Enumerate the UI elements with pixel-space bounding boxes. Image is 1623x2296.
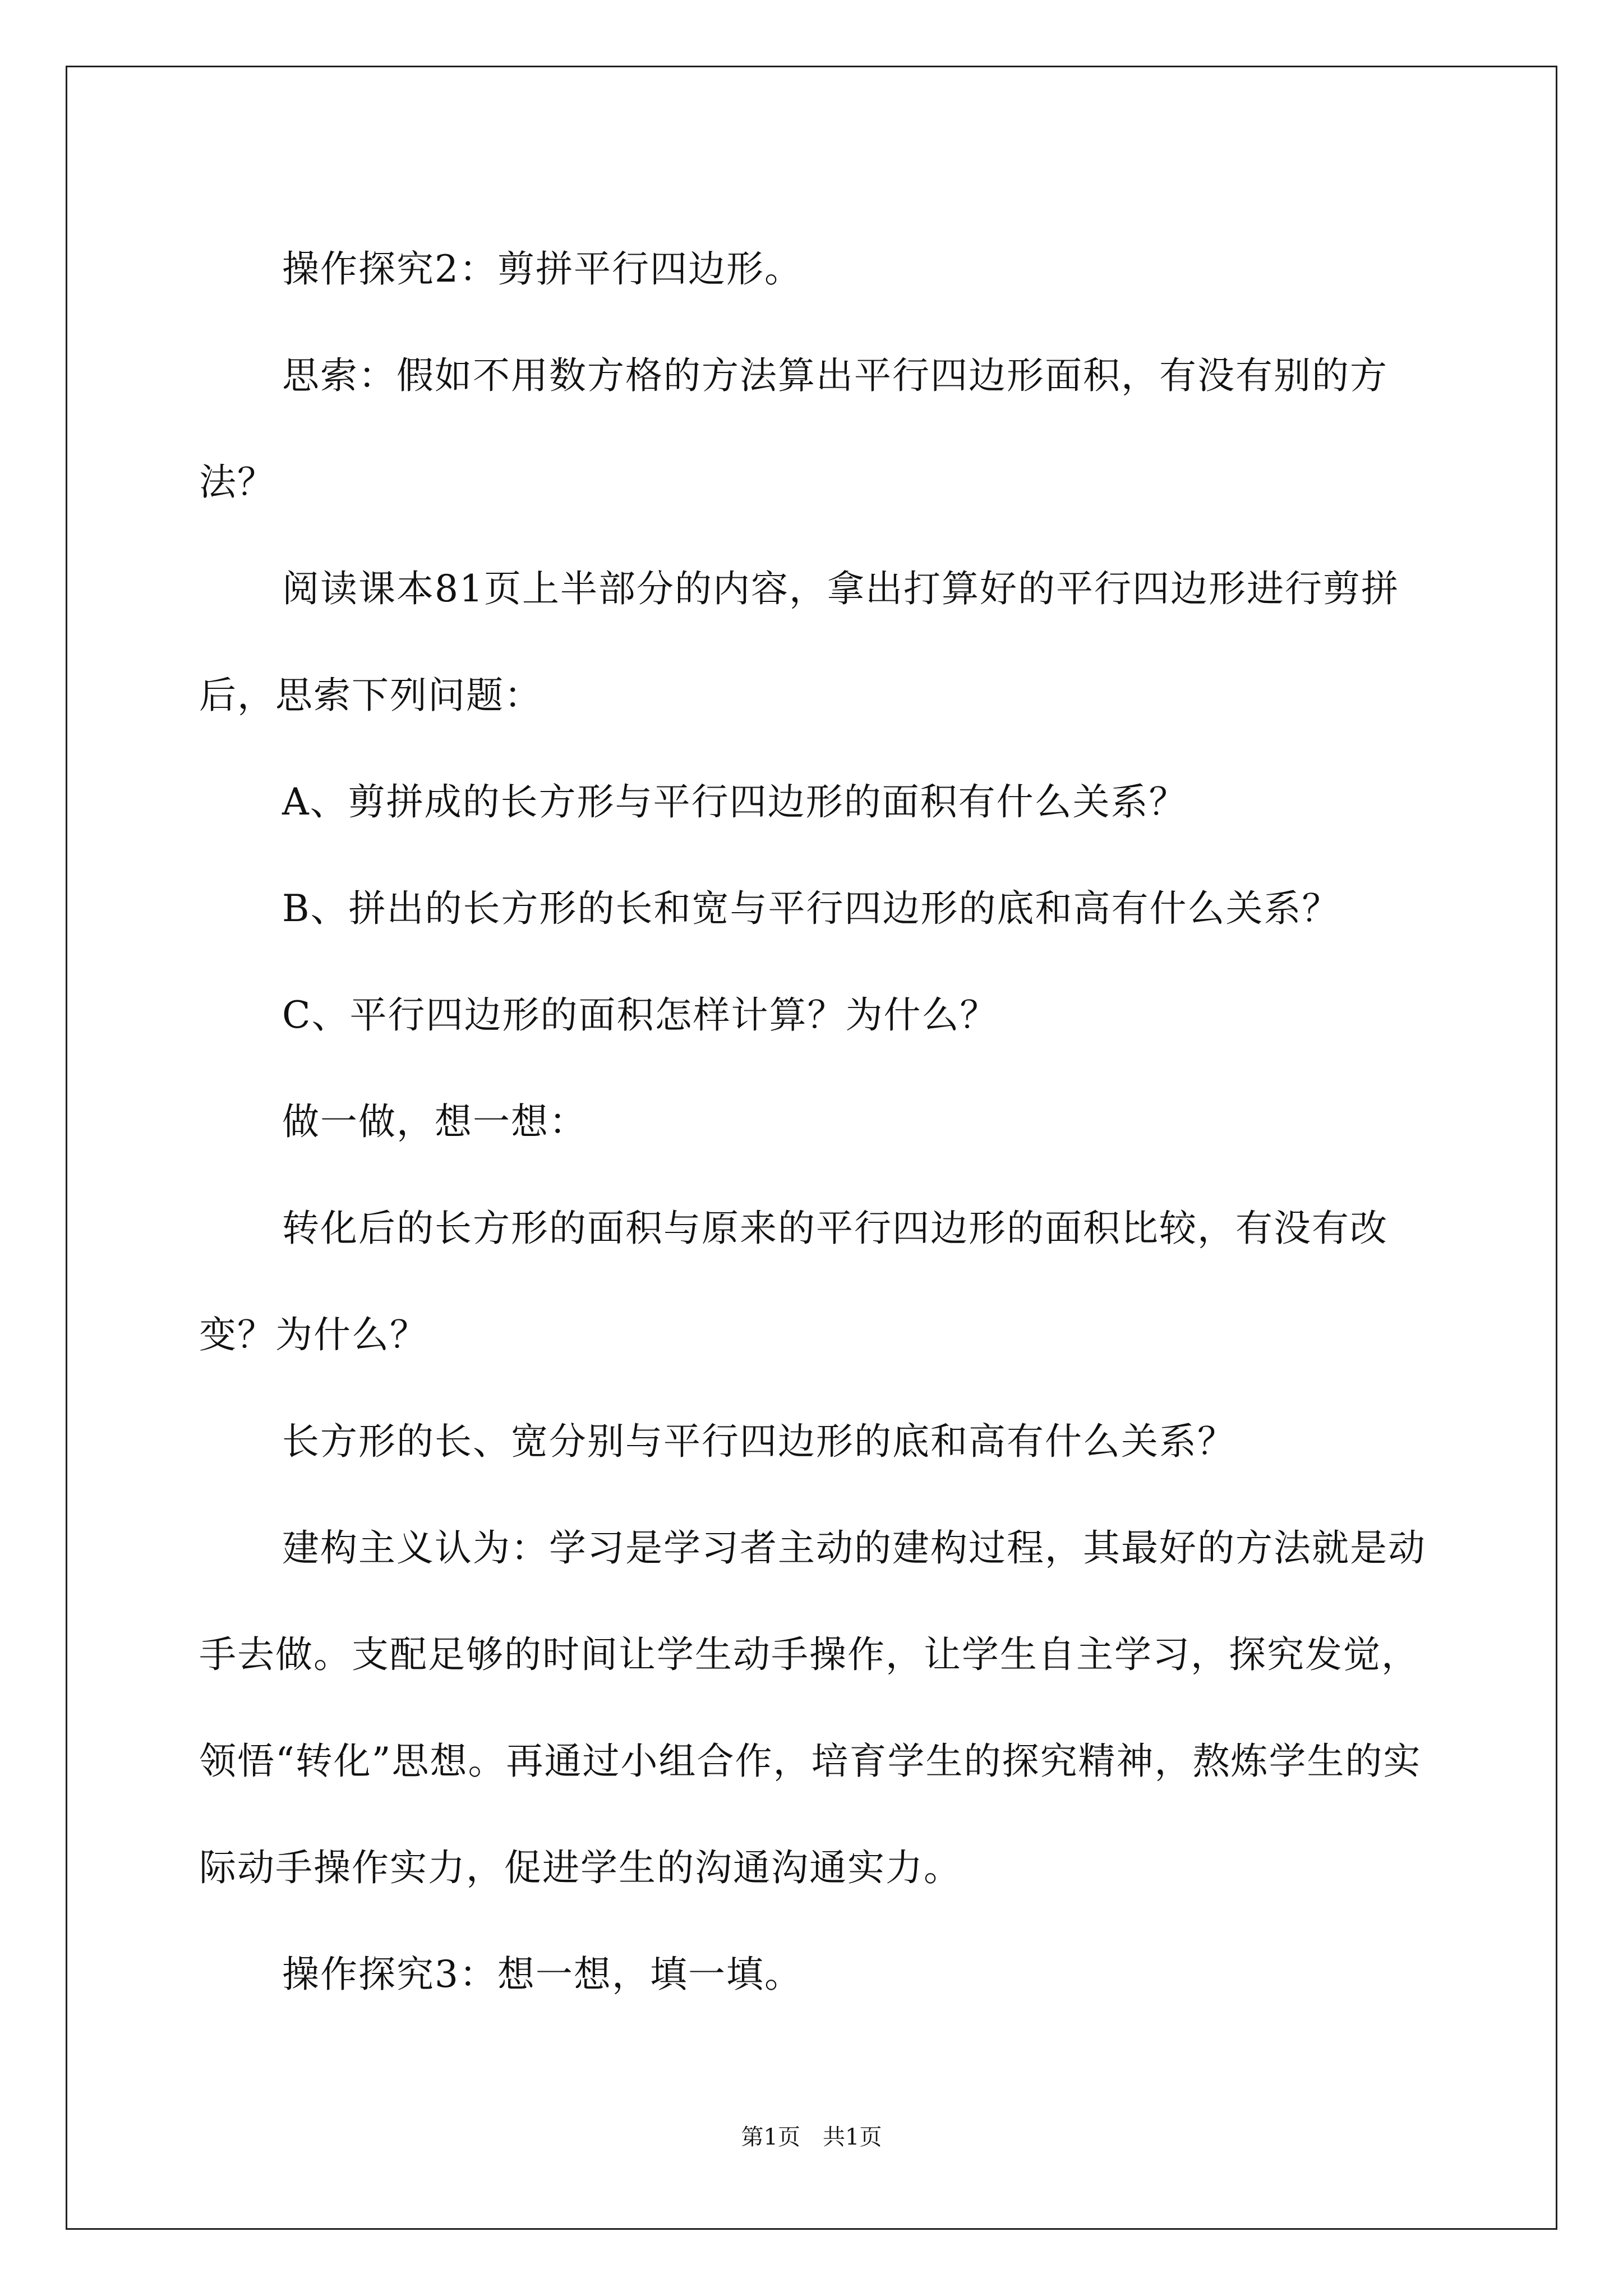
paragraph-operation-3: 操作探究3：想一想，填一填。 [282,1953,803,1996]
paragraph-question-c: C、平行四边形的面积怎样计算？为什么？ [282,993,998,1037]
paragraph-think-other-method: 思索：假如不用数方格的方法算出平行四边形面积，有没有别的方法？ [199,354,1388,504]
paragraph-question-a: A、剪拼成的长方形与平行四边形的面积有什么关系？ [282,780,1187,823]
paragraph-read-textbook: 阅读课本81页上半部分的内容，拿出打算好的平行四边形进行剪拼后，思索下列问题： [199,567,1399,717]
paragraph-operation-2: 操作探究2：剪拼平行四边形。 [282,247,803,291]
page-number-footer: 第1页 共1页 [741,2124,882,2150]
paragraph-area-comparison: 转化后的长方形的面积与原来的平行四边形的面积比较，有没有改变？为什么？ [199,1207,1388,1356]
paragraph-constructivism: 建构主义认为：学习是学习者主动的建构过程，其最好的方法就是动手去做。支配足够的时间让学生动手操作，让学生自主学习，探究发觉，领悟“转化”思想。再通过小组合作，培育学生的探究精神，熬炼学生的实际动手操作实力，促进学生的沟通沟通实力。 [199,1526,1426,1889]
paragraph-do-and-think: 做一做，想一想： [282,1100,587,1143]
paragraph-length-width-relation: 长方形的长、宽分别与平行四边形的底和高有什么关系？ [282,1420,1235,1463]
paragraph-question-b: B、拼出的长方形的长和宽与平行四边形的底和高有什么关系？ [282,887,1340,930]
document-body [199,216,1455,2028]
